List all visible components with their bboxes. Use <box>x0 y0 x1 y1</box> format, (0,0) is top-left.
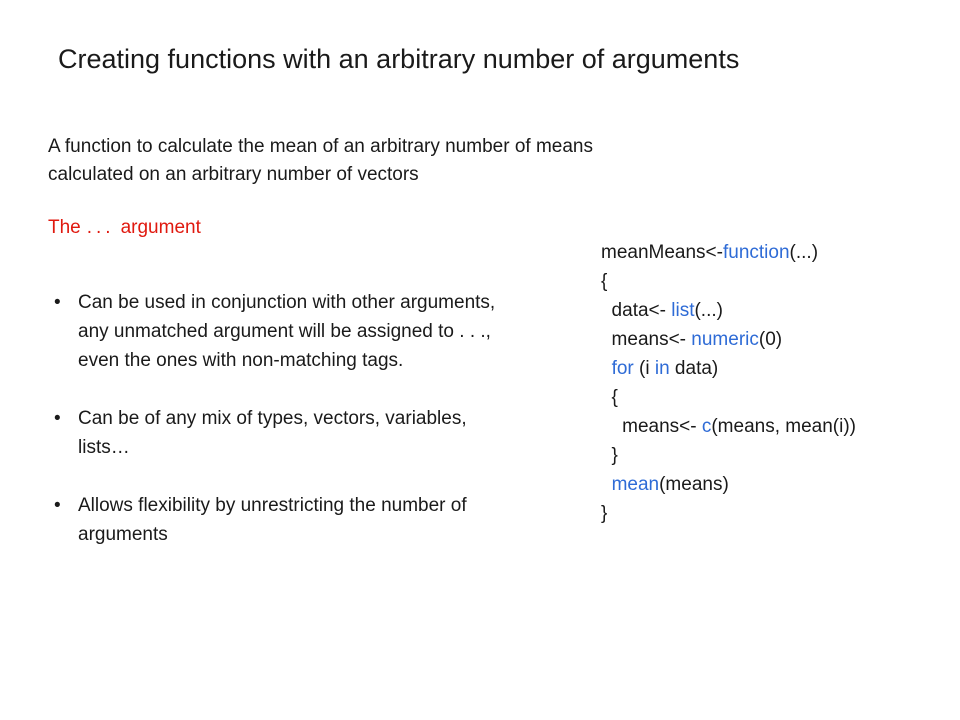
code-line-4 <box>601 325 856 354</box>
code-keyword: mean <box>611 474 660 495</box>
code-text: (0) <box>758 329 783 350</box>
subheading <box>48 217 201 239</box>
intro-text <box>48 133 728 189</box>
bullet-3-line-2: arguments <box>78 524 168 545</box>
code-text: data) <box>669 358 719 379</box>
bullet-item <box>48 404 568 462</box>
slide-title: Creating functions with an arbitrary number of arguments <box>58 44 740 74</box>
code-keyword: c <box>701 416 712 437</box>
code-line-5 <box>601 354 856 383</box>
code-text: meanMeans<- <box>601 242 723 263</box>
bullet-item <box>48 491 568 549</box>
intro-line-1: A function to calculate the mean of an arbitrary number of means <box>48 136 593 157</box>
code-text: (i <box>633 358 655 379</box>
bullet-list <box>48 288 568 578</box>
code-text: (...) <box>789 242 819 263</box>
code-keyword: in <box>654 358 670 379</box>
code-keyword: function <box>722 242 790 263</box>
subheading-suffix: argument <box>120 217 201 238</box>
bullet-1-line-2: any unmatched argument will be assigned to . . ., <box>78 321 491 342</box>
code-text: (means, mean(i)) <box>711 416 857 437</box>
bullet-1-line-1: Can be used in conjunction with other arguments, <box>78 292 496 313</box>
bullet-item <box>48 288 568 375</box>
code-line-6: { <box>601 387 618 408</box>
code-line-9 <box>601 470 856 499</box>
code-line-3 <box>601 296 856 325</box>
subheading-prefix: The <box>48 217 81 238</box>
code-keyword: for <box>611 358 634 379</box>
bullet-2-line-1: Can be of any mix of types, vectors, variables, <box>78 408 467 429</box>
bullet-glyph: • <box>54 292 61 313</box>
code-text: means<- <box>601 329 692 350</box>
code-keyword: numeric <box>691 329 759 350</box>
bullet-3-line-1: Allows flexibility by unrestricting the number of <box>78 495 467 516</box>
bullet-glyph: • <box>54 408 61 429</box>
code-text: (...) <box>694 300 723 321</box>
code-text: data<- <box>601 300 672 321</box>
bullet-2-line-2: lists… <box>78 437 130 458</box>
subheading-dots: ... <box>86 217 115 238</box>
intro-line-2: calculated on an arbitrary number of vectors <box>48 164 419 185</box>
bullet-glyph: • <box>54 495 61 516</box>
code-line-1 <box>601 238 856 267</box>
code-text: means<- <box>601 416 702 437</box>
code-keyword: list <box>671 300 695 321</box>
code-line-8: } <box>601 445 618 466</box>
code-line-7 <box>601 412 856 441</box>
code-text: (means) <box>659 474 729 495</box>
bullet-1-line-3: even the ones with non-matching tags. <box>78 350 404 371</box>
code-block <box>601 238 856 528</box>
code-line-10: } <box>601 503 608 524</box>
code-line-2: { <box>601 271 608 292</box>
